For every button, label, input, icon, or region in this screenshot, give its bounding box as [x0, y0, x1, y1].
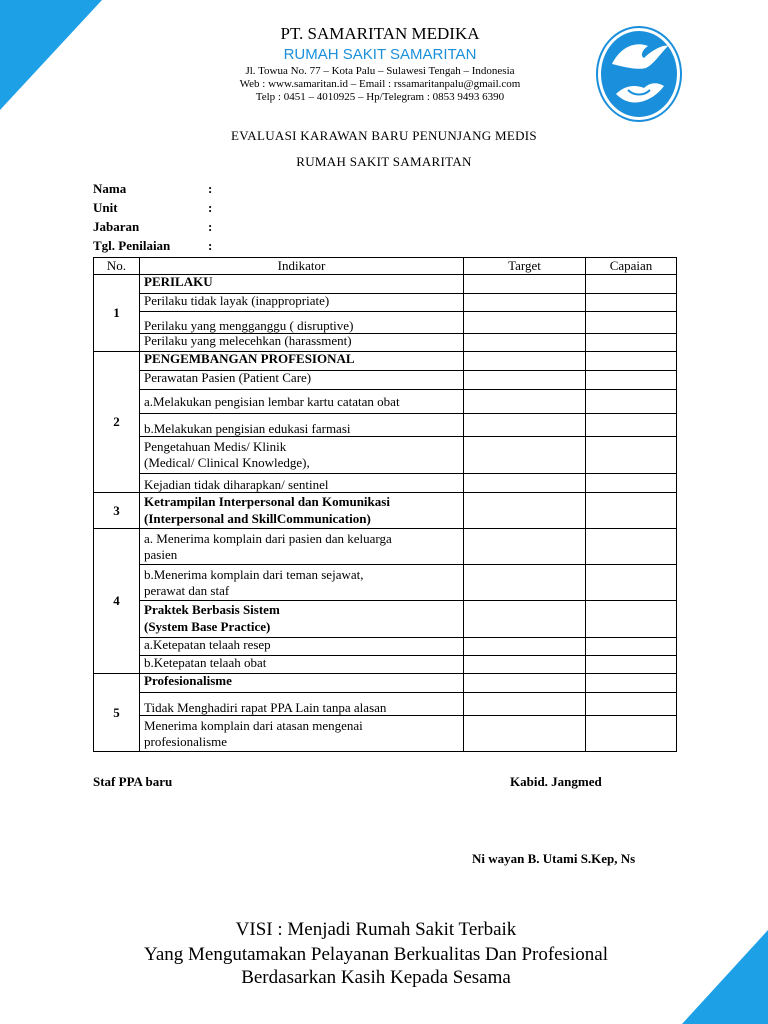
phone-line: Telp : 0451 – 4010925 – Hp/Telegram : 0853 9493 6390	[255, 91, 505, 103]
field-jabaran	[93, 219, 212, 235]
signatory-name: Ni wayan B. Utami S.Kep, Ns	[472, 851, 636, 866]
signature-right-label: Kabid. Jangmed	[510, 774, 602, 789]
target-cell[interactable]	[464, 565, 586, 601]
table-row	[94, 437, 677, 474]
row-number: 1	[94, 275, 140, 352]
capaian-cell[interactable]	[586, 656, 677, 674]
target-cell[interactable]	[464, 638, 586, 656]
field-label: Jabaran	[93, 219, 140, 234]
table-header-row	[94, 258, 677, 275]
address-line: Jl. Towua No. 77 – Kota Palu – Sulawesi Tengah – Indonesia	[245, 65, 515, 77]
hospital-name: RUMAH SAKIT SAMARITAN	[283, 46, 477, 63]
table-row	[94, 371, 677, 390]
indicator-text: b.Ketepatan telaah obat	[140, 656, 464, 674]
section-title-line: Ketrampilan Interpersonal dan Komunikasi	[144, 494, 390, 509]
target-cell[interactable]	[464, 294, 586, 312]
target-cell[interactable]	[464, 674, 586, 693]
target-cell[interactable]	[464, 334, 586, 352]
capaian-cell[interactable]	[586, 390, 677, 414]
table-row	[94, 601, 677, 638]
capaian-cell[interactable]	[586, 716, 677, 752]
capaian-cell[interactable]	[586, 493, 677, 529]
letterhead	[180, 24, 580, 104]
table-row	[94, 474, 677, 493]
target-cell[interactable]	[464, 601, 586, 638]
target-cell[interactable]	[464, 312, 586, 334]
table-row	[94, 674, 677, 693]
section-title: PENGEMBANGAN PROFESIONAL	[140, 352, 464, 371]
indicator-line: profesionalisme	[144, 734, 228, 749]
indicator-line: a. Menerima komplain dari pasien dan keluarga	[144, 531, 392, 546]
indicator-line: b.Menerima komplain dari teman sejawat,	[144, 567, 364, 582]
indicator-text: Perilaku tidak layak (inappropriate)	[140, 294, 464, 312]
capaian-cell[interactable]	[586, 565, 677, 601]
capaian-cell[interactable]	[586, 334, 677, 352]
field-colon: :	[208, 219, 213, 234]
table-row	[94, 716, 677, 752]
table-row	[94, 334, 677, 352]
capaian-cell[interactable]	[586, 693, 677, 716]
capaian-cell[interactable]	[586, 529, 677, 565]
company-name: PT. SAMARITAN MEDIKA	[280, 24, 480, 43]
field-colon: :	[208, 181, 213, 196]
table-row	[94, 414, 677, 437]
indicator-text: b.Melakukan pengisian edukasi farmasi	[140, 414, 464, 437]
capaian-cell[interactable]	[586, 474, 677, 493]
table-row	[94, 529, 677, 565]
indicator-text	[140, 529, 464, 565]
field-tgl-penilaian	[93, 238, 212, 254]
section-title	[140, 493, 464, 529]
field-label: Nama	[93, 181, 127, 196]
vision-line-2: Yang Mengutamakan Pelayanan Berkualitas Dan Profesional	[144, 944, 608, 965]
document-subtitle: RUMAH SAKIT SAMARITAN	[296, 154, 472, 169]
indicator-line: perawat dan staf	[144, 583, 230, 598]
header-capaian: Capaian	[586, 258, 677, 275]
header-no: No.	[94, 258, 140, 275]
target-cell[interactable]	[464, 474, 586, 493]
table-row	[94, 390, 677, 414]
target-cell[interactable]	[464, 529, 586, 565]
section-title-line: (System Base Practice)	[144, 619, 271, 634]
indicator-text: Perilaku yang melecehkan (harassment)	[140, 334, 464, 352]
document-title: EVALUASI KARAWAN BARU PENUNJANG MEDIS	[231, 128, 537, 143]
indicator-text: Kejadian tidak diharapkan/ sentinel	[140, 474, 464, 493]
capaian-cell[interactable]	[586, 371, 677, 390]
field-colon: :	[208, 238, 213, 253]
target-cell[interactable]	[464, 656, 586, 674]
indicator-text: Perilaku yang mengganggu ( disruptive)	[140, 312, 464, 334]
capaian-cell[interactable]	[586, 638, 677, 656]
target-cell[interactable]	[464, 693, 586, 716]
section-title	[140, 601, 464, 638]
field-unit	[93, 200, 212, 216]
header-target: Target	[464, 258, 586, 275]
row-number: 3	[94, 493, 140, 529]
section-title-line: (Interpersonal and SkillCommunication)	[144, 511, 371, 526]
field-label: Tgl. Penilaian	[93, 238, 171, 253]
signature-left-label: Staf PPA baru	[93, 774, 173, 789]
capaian-cell[interactable]	[586, 312, 677, 334]
table-row	[94, 294, 677, 312]
indicator-text	[140, 565, 464, 601]
target-cell[interactable]	[464, 352, 586, 371]
capaian-cell[interactable]	[586, 352, 677, 371]
row-number: 5	[94, 674, 140, 752]
capaian-cell[interactable]	[586, 294, 677, 312]
row-number: 4	[94, 529, 140, 674]
target-cell[interactable]	[464, 390, 586, 414]
table-row	[94, 493, 677, 529]
row-number: 2	[94, 352, 140, 493]
capaian-cell[interactable]	[586, 437, 677, 474]
target-cell[interactable]	[464, 493, 586, 529]
web-email-line: Web : www.samaritan.id – Email : rssamaritanpalu@gmail.com	[239, 78, 521, 90]
target-cell[interactable]	[464, 716, 586, 752]
section-title-line: Praktek Berbasis Sistem	[144, 602, 280, 617]
table-row	[94, 638, 677, 656]
capaian-cell[interactable]	[586, 275, 677, 294]
target-cell[interactable]	[464, 414, 586, 437]
capaian-cell[interactable]	[586, 674, 677, 693]
target-cell[interactable]	[464, 275, 586, 294]
indicator-line: pasien	[144, 547, 178, 562]
indicator-text: a.Ketepatan telaah resep	[140, 638, 464, 656]
table-row	[94, 565, 677, 601]
vision-line-3: Berdasarkan Kasih Kepada Sesama	[241, 967, 511, 988]
table-row	[94, 656, 677, 674]
indicator-line: (Medical/ Clinical Knowledge),	[144, 455, 310, 470]
field-nama	[93, 181, 212, 197]
indicator-line: Pengetahuan Medis/ Klinik	[144, 439, 287, 454]
table-row	[94, 312, 677, 334]
field-label: Unit	[93, 200, 118, 215]
table-row	[94, 275, 677, 294]
corner-decoration-top-left	[0, 0, 102, 110]
header-indikator: Indikator	[140, 258, 464, 275]
section-title: PERILAKU	[140, 275, 464, 294]
field-colon: :	[208, 200, 213, 215]
capaian-cell[interactable]	[586, 601, 677, 638]
indicator-text: a.Melakukan pengisian lembar kartu catatan obat	[140, 390, 464, 414]
indicator-text	[140, 716, 464, 752]
table-row	[94, 693, 677, 716]
target-cell[interactable]	[464, 437, 586, 474]
indicator-text	[140, 437, 464, 474]
indicator-text: Tidak Menghadiri rapat PPA Lain tanpa alasan	[140, 693, 464, 716]
hospital-logo-icon	[594, 24, 684, 124]
target-cell[interactable]	[464, 371, 586, 390]
capaian-cell[interactable]	[586, 414, 677, 437]
evaluation-table	[93, 257, 677, 752]
table-row	[94, 352, 677, 371]
indicator-text: Perawatan Pasien (Patient Care)	[140, 371, 464, 390]
section-title: Profesionalisme	[140, 674, 464, 693]
vision-line-1: VISI : Menjadi Rumah Sakit Terbaik	[235, 919, 517, 940]
indicator-line: Menerima komplain dari atasan mengenai	[144, 718, 363, 733]
